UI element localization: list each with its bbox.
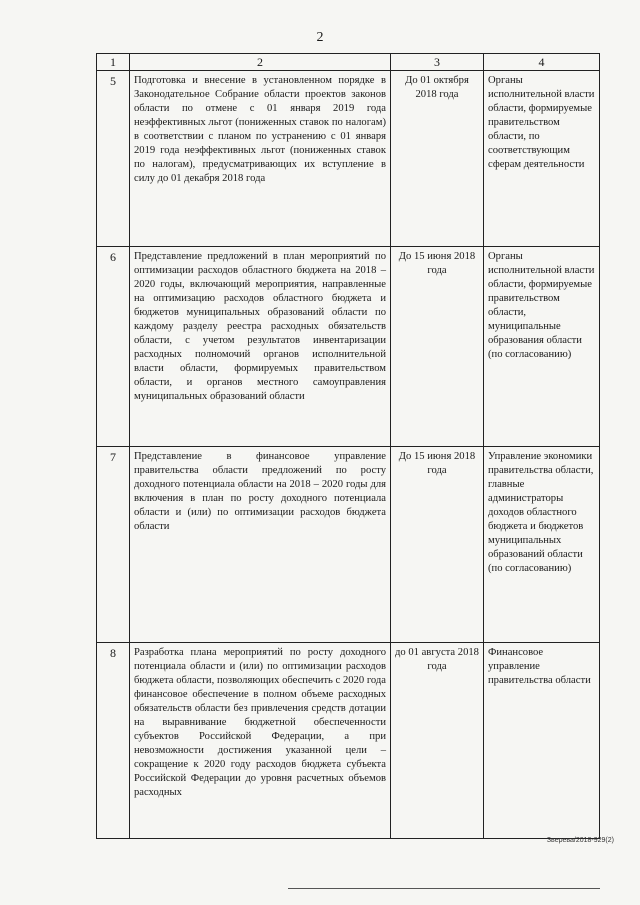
table-row xyxy=(97,247,600,447)
row-number: 7 xyxy=(97,447,130,643)
row-action: Представление предложений в план мероприятий по оптимизации расходов областного бюджета на 2018 – 2020 годы, включающий мероприятия, направленные на оптимизацию расходов областного бюджета и бюджетов муниципальных образований области по каждому разделу реестра расходных обязательств области, с учетом результатов инвентаризации расходных полномочий органов исполнительной власти области, формируемых правительством области, и органов местного самоуправления муниципальных образований области xyxy=(130,247,391,447)
column-header-4: 4 xyxy=(484,54,600,71)
row-executor: Финансовое управление правительства области xyxy=(484,643,600,839)
column-header-1: 1 xyxy=(97,54,130,71)
row-action: Разработка плана мероприятий по росту доходного потенциала области и (или) по оптимизации расходов бюджета области, позволяющих обеспечить с 2020 года финансовое обеспечение в полном объеме расходных обязательств области без привлечения средств дотации на выравнивание бюджетной обеспеченности субъектов Российской Федерации, а при невозможности достижения указанной цели – сокращение к 2020 году расходов бюджета субъекта Российской Федерации до уровня расчетных объемов расходных xyxy=(130,643,391,839)
row-executor: Органы исполнительной власти области, формируемые правительством области, по соответствующим сферам деятельности xyxy=(484,71,600,247)
column-header-2: 2 xyxy=(130,54,391,71)
row-executor: Управление экономики правительства области, главные администраторы доходов областного бюджета и бюджетов муниципальных образований области (по согласованию) xyxy=(484,447,600,643)
row-deadline: до 01 августа 2018 года xyxy=(391,643,484,839)
row-action: Представление в финансовое управление правительства области предложений по росту доходного потенциала области на 2018 – 2020 годы для включения в план по росту доходного потенциала области и (или) по оптимизации расходов бюджета области xyxy=(130,447,391,643)
column-header-3: 3 xyxy=(391,54,484,71)
document-registration-code: Зверева/2018-929(2) xyxy=(546,837,614,844)
table-row xyxy=(97,643,600,839)
plan-table xyxy=(96,53,600,839)
table-header-row xyxy=(97,54,600,71)
row-executor: Органы исполнительной власти области, формируемые правительством области, муниципальные образования области (по согласованию) xyxy=(484,247,600,447)
row-deadline: До 15 июня 2018 года xyxy=(391,247,484,447)
row-deadline: До 01 октября 2018 года xyxy=(391,71,484,247)
row-deadline: До 15 июня 2018 года xyxy=(391,447,484,643)
row-number: 8 xyxy=(97,643,130,839)
table-row xyxy=(97,447,600,643)
footer-divider xyxy=(288,888,600,889)
page-number: 2 xyxy=(316,30,324,45)
table-row xyxy=(97,71,600,247)
row-number: 5 xyxy=(97,71,130,247)
row-action: Подготовка и внесение в установленном порядке в Законодательное Собрание области проектов законов области по отмене с 01 января 2019 года неэффективных льгот (пониженных ставок по налогам) в соответствии с планом по устранению с 01 января 2019 года неэффективных льгот (пониженных ставок по налогам), предусматривающих их вступление в силу до 01 декабря 2018 года xyxy=(130,71,391,247)
row-number: 6 xyxy=(97,247,130,447)
